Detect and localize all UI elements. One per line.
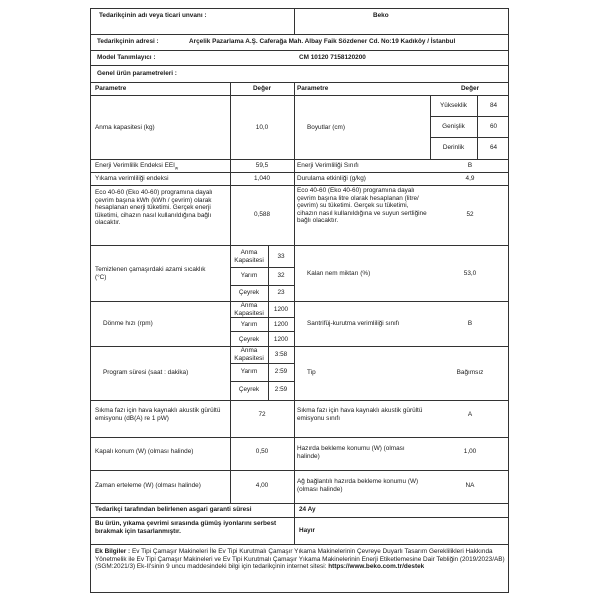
spin-half-label: Yarım — [240, 321, 258, 328]
supplier-address-label: Tedarikçinin adresi : — [97, 38, 159, 45]
dimension-height-value: 84 — [489, 102, 498, 109]
water-consumption-label: Eco 40-60 (Eko 40-60) programına dayalı çevrim başına litre olarak hesaplanan (litre/çevrim) su tüketimi. Gerçek su tüketimi, cihazın nasıl kullanıldığına ve suyun sertliğine bağlı olacaktır. — [297, 187, 427, 225]
rinse-value: 4,9 — [465, 175, 475, 182]
header-value-left: Değer — [252, 85, 272, 92]
dimension-depth-value: 64 — [489, 144, 498, 151]
spin-class-value: B — [467, 320, 473, 327]
noise-value: 72 — [258, 411, 266, 418]
spin-half-value: 1200 — [273, 321, 289, 328]
max-temp-quarter-value: 23 — [277, 289, 285, 296]
wash-index-value: 1,040 — [254, 175, 270, 182]
spin-class-label: Santrifüj-kurutma verimliliği sınıfı — [307, 320, 400, 327]
off-mode-label: Kapalı konum (W) (olması halinde) — [95, 448, 194, 455]
duration-rated-label: Anma Kapasitesi — [234, 347, 264, 362]
standby-label: Hazırda bekleme konumu (W) (olması halinde) — [297, 445, 405, 460]
spin-quarter-value: 1200 — [273, 336, 289, 343]
rinse-label: Durulama etkinliği (g/kg) — [297, 175, 366, 182]
noise-label: Sıkma fazı için hava kaynaklı akustik gürültü emisyonu (dB(A) re 1 pW) — [95, 407, 221, 422]
max-temp-quarter-label: Çeyrek — [238, 289, 260, 296]
max-temp-label: Temizlenen çamaşırdaki azami sıcaklık (°C) — [95, 266, 206, 281]
network-standby-label: Ağ bağlantılı hazırda bekleme konumu (W) (olması halinde) — [297, 478, 419, 493]
moisture-label: Kalan nem miktarı (%) — [307, 270, 371, 277]
spin-rated-label: Anma Kapasitesi — [234, 302, 264, 317]
silver-ion-label: Bu ürün, yıkama çevrimi sırasında gümüş iyonlarını serbest bırakmak için tasarlanmıştır. — [95, 520, 277, 535]
delay-label: Zaman erteleme (W) (olması halinde) — [95, 482, 201, 489]
supplier-name-label: Tedarikçinin adı veya ticari unvanı : — [99, 12, 207, 19]
guarantee-value: 24 Ay — [299, 506, 316, 513]
max-temp-rated-value: 33 — [277, 253, 285, 260]
energy-consumption-value: 0,588 — [254, 211, 270, 218]
header-param-left: Parametre — [95, 85, 127, 92]
standby-value: 1,00 — [463, 448, 477, 455]
additional-info — [95, 548, 506, 571]
max-temp-half-value: 32 — [277, 272, 285, 279]
eei-label: Enerji Verimlilik Endeksi $EEI_w$ — [95, 162, 179, 171]
wash-index-label: Yıkama verimliliği endeksi — [95, 175, 169, 182]
spin-speed-label: Dönme hızı (rpm) — [103, 320, 153, 327]
noise-class-label: Sıkma fazı için hava kaynaklı akustik gürültü emisyonu sınıfı — [297, 407, 423, 422]
duration-rated-value: 3:58 — [274, 351, 288, 358]
type-label: Tip — [307, 369, 316, 376]
additional-info-text: Ev Tipi Çamaşır Makineleri İle Ev Tipi Kurutmalı Çamaşır Yıkama Makinelerinin Çevreye Duyarlı Tasarım Gereklilikleri Hakkında Yönetmelik ile Ev Tipi Çamaşır Makineleri ve Ev Tipi Kurutmalı Çamaşır Yıkama Makinelerinin Enerji Etiketlemesine Dair Tebliğin (2019/2023/AB) (SGM:2021/3) Ek-II'sinin 9 uncu maddesindeki bilgi için tedarikçinin internet sitesi: — [95, 548, 505, 571]
eei-value: 59,5 — [255, 162, 269, 169]
guarantee-label: Tedarikçi tarafından belirlenen asgari garanti süresi — [95, 506, 252, 513]
capacity-value: 10,0 — [255, 124, 269, 131]
supplier-address: Arçelik Pazarlama A.Ş. Caferağa Mah. Albay Faik Sözdener Cd. No:19 Kadıköy / İstanbul — [189, 38, 456, 45]
additional-info-label: Ek Bilgiler : — [95, 548, 131, 555]
dimensions-label: Boyutlar (cm) — [307, 124, 345, 131]
eei-subscript: w — [174, 165, 179, 171]
off-mode-value: 0,50 — [255, 448, 269, 455]
duration-half-label: Yarım — [240, 368, 258, 375]
dimension-width-label: Genişlik — [442, 123, 465, 130]
spin-quarter-label: Çeyrek — [238, 336, 260, 343]
energy-consumption-label: Eco 40-60 (Eko 40-60) programına dayalı çevrim başına kWh (kWh / çevrim) olarak hesaplanan enerji tüketimi. Gerçek enerji tüketimi, cihazın nasıl kullanıldığına bağlı olacaktır. — [95, 189, 213, 227]
silver-ion-value: Hayır — [299, 527, 315, 534]
support-link[interactable]: https://www.beko.com.tr/destek — [328, 563, 425, 571]
max-temp-half-label: Yarım — [240, 272, 258, 279]
model-label: Model Tanımlayıcı : — [97, 54, 156, 61]
duration-label: Program süresi (saat : dakika) — [103, 369, 189, 376]
dimension-depth-label: Derinlik — [442, 144, 465, 151]
general-parameters-title: Genel ürün parametreleri : — [97, 70, 177, 77]
network-standby-value: NA — [465, 482, 475, 489]
header-value-right: Değer — [460, 85, 480, 92]
supplier-name: Beko — [373, 12, 389, 19]
duration-quarter-value: 2:59 — [274, 386, 288, 393]
energy-class-value: B — [467, 162, 473, 169]
dimension-height-label: Yükseklik — [440, 102, 467, 109]
water-consumption-value: 52 — [466, 211, 474, 218]
spin-rated-value: 1200 — [273, 306, 289, 313]
max-temp-rated-label: Anma Kapasitesi — [234, 249, 264, 264]
capacity-label: Anma kapasitesi (kg) — [95, 124, 155, 131]
delay-value: 4,00 — [255, 482, 269, 489]
duration-quarter-label: Çeyrek — [238, 386, 260, 393]
noise-class-value: A — [467, 411, 473, 418]
product-information-sheet — [90, 8, 509, 593]
energy-class-label: Enerji Verimliliği Sınıfı — [297, 162, 359, 169]
duration-half-value: 2:59 — [274, 368, 288, 375]
model-identifier: CM 10120 7158120200 — [299, 54, 366, 61]
moisture-value: 53,0 — [463, 270, 477, 277]
dimension-width-value: 60 — [489, 123, 498, 130]
header-param-right: Parametre — [297, 85, 329, 92]
type-value: Bağımsız — [456, 369, 484, 376]
